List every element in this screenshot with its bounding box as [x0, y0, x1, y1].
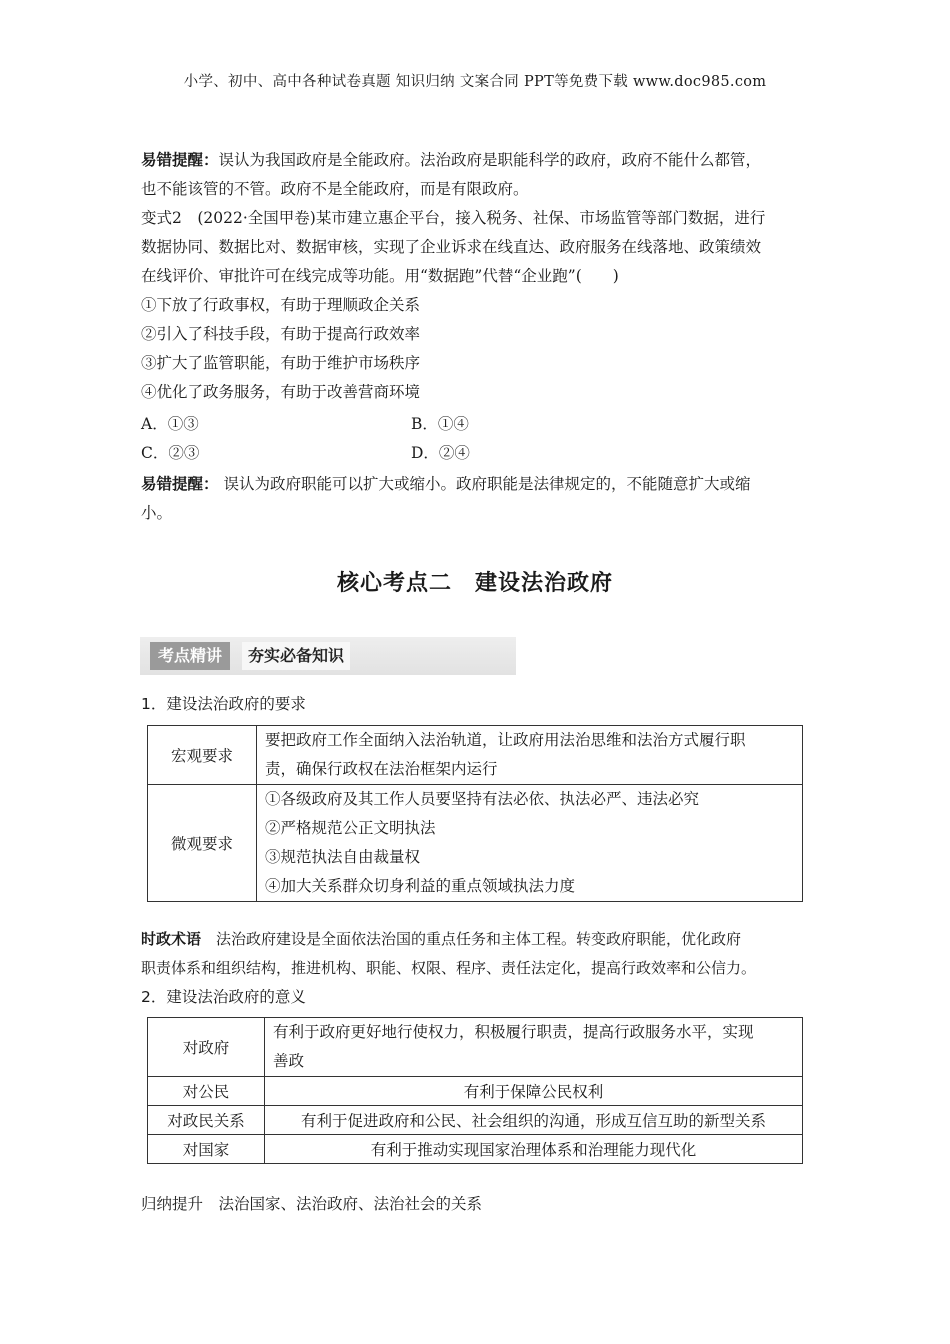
variant-question [141, 204, 765, 407]
term-label: 时政术语 [141, 930, 202, 948]
statement-item: ①下放了行政事权，有助于理顺政企关系 [141, 296, 421, 314]
tip-label: 易错提醒： [141, 151, 219, 169]
table-value [257, 785, 803, 902]
table-row [148, 1135, 803, 1164]
table-key: 对政府 [148, 1018, 265, 1077]
table-key: 对公民 [148, 1077, 265, 1106]
cell-line: ①各级政府及其工作人员要坚持有法必依、执法必严、违法必究 [265, 790, 700, 808]
cell-line: ②严格规范公正文明执法 [265, 819, 436, 837]
current-affairs-term [141, 925, 756, 983]
banner-subtitle: 夯实必备知识 [242, 642, 350, 670]
mistake-tip-2 [141, 470, 750, 528]
cell-line: ④加大关系群众切身利益的重点领域执法力度 [265, 877, 576, 895]
tip-label: 易错提醒： [141, 475, 219, 493]
table-row [148, 785, 803, 902]
statement-item: ④优化了政务服务，有助于改善营商环境 [141, 383, 421, 401]
tip-text-line: 也不能该管的不管。政府不是全能政府，而是有限政府。 [141, 180, 529, 198]
term-text-line: 职责体系和组织结构，推进机构、职能、权限、程序、责任法定化，提高行政效率和公信力。 [141, 959, 757, 977]
knowledge-banner [140, 637, 516, 675]
option-a[interactable]: A．①③ [141, 415, 199, 433]
cell-line: ③规范执法自由裁量权 [265, 848, 421, 866]
cell-line: 责，确保行政权在法治框架内运行 [265, 760, 498, 778]
mistake-tip-1 [141, 146, 761, 204]
cell-line: 有利于政府更好地行使权力，积极履行职责，提高行政服务水平，实现 [273, 1023, 754, 1041]
table-value: 有利于推动实现国家治理体系和治理能力现代化 [265, 1135, 803, 1164]
heading-requirements: 1．建设法治政府的要求 [141, 695, 306, 713]
table-row [148, 1106, 803, 1135]
table-key: 微观要求 [148, 785, 257, 902]
table-key: 宏观要求 [148, 726, 257, 785]
summary-heading: 归纳提升 法治国家、法治政府、法治社会的关系 [141, 1195, 483, 1213]
question-stem-line: 数据协同、数据比对、数据审核，实现了企业诉求在线直达、政府服务在线落地、政策绩效 [141, 238, 762, 256]
question-stem-line: 变式2 (2022·全国甲卷)某市建立惠企平台，接入税务、社保、市场监管等部门数据，进行 [141, 209, 766, 227]
cell-line: 要把政府工作全面纳入法治轨道，让政府用法治思维和法治方式履行职 [265, 731, 746, 749]
tip-text-line: 误认为政府职能可以扩大或缩小。政府职能是法律规定的，不能随意扩大或缩 [218, 475, 751, 493]
table-value: 有利于促进政府和公民、社会组织的沟通，形成互信互助的新型关系 [265, 1106, 803, 1135]
option-c[interactable]: C．②③ [141, 444, 200, 462]
table-key: 对国家 [148, 1135, 265, 1164]
statement-item: ②引入了科技手段，有助于提高行政效率 [141, 325, 421, 343]
heading-significance: 2．建设法治政府的意义 [141, 988, 306, 1006]
tip-text-line: 小。 [141, 504, 173, 522]
cell-line: 善政 [273, 1052, 305, 1070]
table-value [265, 1018, 803, 1077]
significance-table [147, 1017, 803, 1164]
table-value [257, 726, 803, 785]
option-b[interactable]: B．①④ [411, 415, 469, 433]
tip-text-line: 误认为我国政府是全能政府。法治政府是职能科学的政府，政府不能什么都管， [218, 151, 762, 169]
page-header: 小学、初中、高中各种试卷真题 知识归纳 文案合同 PPT等免费下载 www.doc985.com [183, 74, 767, 90]
term-text-line: 法治政府建设是全面依法治国的重点任务和主体工程。转变政府职能，优化政府 [201, 930, 742, 948]
table-key: 对政民关系 [148, 1106, 265, 1135]
requirements-table [147, 725, 803, 902]
banner-tag: 考点精讲 [150, 642, 230, 670]
question-stem-line: 在线评价、审批许可在线完成等功能。用“数据跑”代替“企业跑”( ) [141, 267, 619, 285]
table-row [148, 1018, 803, 1077]
section-title: 核心考点二 建设法治政府 [336, 571, 613, 596]
option-d[interactable]: D．②④ [411, 444, 470, 462]
table-row [148, 726, 803, 785]
table-row [148, 1077, 803, 1106]
table-value: 有利于保障公民权利 [265, 1077, 803, 1106]
statement-item: ③扩大了监管职能，有助于维护市场秩序 [141, 354, 421, 372]
